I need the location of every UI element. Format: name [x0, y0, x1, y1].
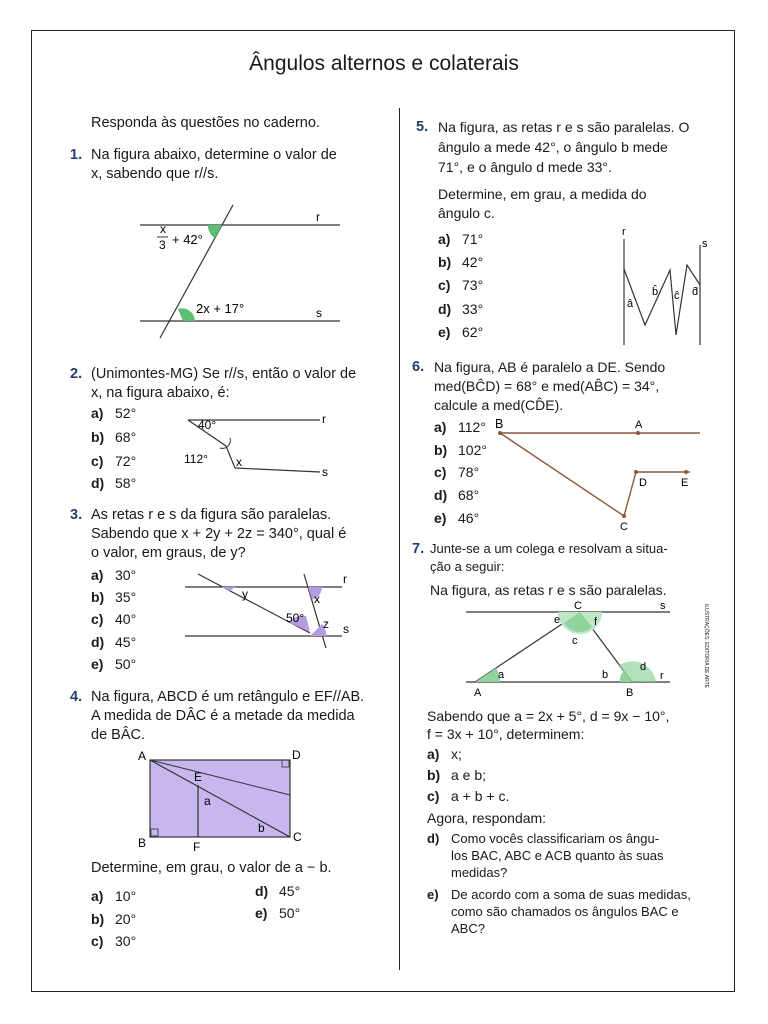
angle-y-label: y	[242, 587, 248, 601]
question-text-line: x, na figura abaixo, é:	[91, 385, 230, 401]
image-credit: ILUSTRAÇÕES: EDITORIA DE ARTE	[703, 604, 709, 689]
question-text-line: Na figura, as retas r e s são paralelas. O	[438, 119, 690, 135]
angle-label: 112°	[184, 452, 208, 466]
point-B: B	[495, 417, 504, 431]
line-r-label: r	[622, 226, 626, 238]
angle-x-label: x	[314, 592, 320, 606]
line-s-label: s	[316, 306, 322, 320]
angle-b-label: b̂	[652, 286, 659, 298]
question-text-line: (Unimontes-MG) Se r//s, então o valor de	[91, 366, 357, 382]
fraction-denominator: 3	[159, 238, 166, 252]
q2-figure	[180, 410, 340, 485]
point-E: E	[194, 770, 203, 784]
question-text-line: Junte-se a um colega e resolvam a situa-	[430, 541, 668, 556]
option-b[interactable]: b) 20°	[91, 911, 137, 927]
line-r-label: r	[660, 670, 664, 682]
option-b[interactable]: b) 35°	[91, 589, 137, 605]
option-d[interactable]: d) 58°	[91, 475, 137, 491]
line-r-label: r	[343, 572, 347, 586]
item-c: c) a + b + c.	[427, 788, 510, 804]
option-d[interactable]: d) 33°	[438, 301, 484, 317]
point-C: C	[620, 521, 628, 533]
question-number: 5.	[416, 119, 429, 135]
angle-f-label: f	[594, 616, 598, 628]
angle-50-label: 50°	[286, 611, 305, 625]
fraction-numerator: x	[160, 222, 166, 236]
item-b: b) a e b;	[427, 767, 487, 783]
now-answer-text: Agora, respondam:	[427, 810, 547, 826]
item-d: d) Como vocês classificariam os ângu- los BAC, ABC e ACB quanto às suas medidas?	[427, 831, 664, 880]
line-s-label: s	[343, 622, 349, 636]
angle-b-label: b	[602, 669, 609, 681]
point-A: A	[474, 687, 482, 699]
column-divider	[399, 108, 400, 970]
option-c[interactable]: c) 30°	[91, 933, 137, 949]
page-title: Ângulos alternos e colaterais	[249, 52, 519, 75]
question-text-line: de BÂC.	[91, 727, 145, 743]
question-text-line: o valor, em graus, de y?	[91, 545, 246, 561]
question-number: 2.	[70, 366, 83, 382]
option-e[interactable]: e) 50°	[91, 656, 137, 672]
option-d[interactable]: d) 45°	[91, 634, 137, 650]
option-b[interactable]: b) 68°	[91, 429, 137, 445]
q5-figure	[612, 225, 712, 355]
question-number: 7.	[412, 541, 425, 557]
vertex-A: A	[138, 749, 147, 763]
question-text-line: Na figura, AB é paralelo a DE. Sendo	[434, 359, 666, 375]
question-text-line: ângulo a mede 42°, o ângulo b mede	[438, 139, 668, 155]
question-text-line: 71°, e o ângulo d mede 33°.	[438, 159, 612, 175]
angle-e-label: e	[554, 614, 561, 626]
top-angle-expression: + 42°	[172, 232, 203, 247]
q7-figure	[460, 598, 700, 700]
angle-a-label: a	[498, 669, 505, 681]
vertex-D: D	[292, 748, 301, 762]
option-c[interactable]: c) 73°	[438, 277, 484, 293]
vertex-C: C	[293, 830, 302, 844]
line-s-label: s	[660, 600, 666, 612]
option-d[interactable]: d) 68°	[434, 487, 480, 503]
angle-d-label: d	[640, 661, 647, 673]
angle-a-label: â	[627, 298, 634, 310]
line-s-label: s	[702, 238, 708, 250]
option-e[interactable]: e) 46°	[434, 510, 480, 526]
given-line: f = 3x + 10°, determinem:	[427, 726, 585, 742]
option-e[interactable]: e) 62°	[438, 324, 484, 340]
question-text-line: ção a seguir:	[430, 559, 505, 574]
angle-z-label: z	[323, 617, 329, 631]
point-D: D	[639, 477, 647, 489]
q3-figure	[180, 568, 370, 658]
option-c[interactable]: c) 72°	[91, 453, 137, 469]
question-text-line: A medida de DÂC é a metade da medida	[91, 708, 355, 724]
item-e: e) De acordo com a soma de suas medidas, como são chamados os ângulos BAC e ABC?	[427, 887, 691, 936]
angle-d-label: d̂	[692, 286, 699, 298]
vertex-B: B	[138, 836, 147, 850]
option-c[interactable]: c) 40°	[91, 611, 137, 627]
question-number: 3.	[70, 507, 83, 523]
question-text-line: As retas r e s da figura são paralelas.	[91, 507, 332, 523]
angle-a-label: a	[204, 794, 211, 808]
question-text-line: x, sabendo que r//s.	[91, 166, 219, 182]
option-a[interactable]: a) 30°	[91, 567, 137, 583]
option-b[interactable]: b) 102°	[434, 442, 487, 458]
given-line: Sabendo que a = 2x + 5°, d = 9x − 10°,	[427, 708, 670, 724]
q6-figure	[490, 416, 710, 534]
point-C: C	[574, 600, 582, 612]
q1-figure	[130, 200, 350, 340]
question-text-line: Na figura, ABCD é um retângulo e EF//AB.	[91, 689, 365, 705]
option-a[interactable]: a) 52°	[91, 405, 137, 421]
question-number: 6.	[412, 359, 425, 375]
option-a[interactable]: a) 10°	[91, 888, 137, 904]
line-s-label: s	[322, 465, 328, 479]
angle-label: 40°	[198, 418, 217, 432]
line-r-label: r	[316, 210, 320, 224]
option-e[interactable]: e) 50°	[255, 905, 301, 921]
point-E: E	[681, 477, 689, 489]
option-a[interactable]: a) 71°	[438, 231, 484, 247]
question-text-line: Sabendo que x + 2y + 2z = 340°, qual é	[91, 526, 347, 542]
question-number: 4.	[70, 689, 83, 705]
intro-text: Responda às questões no caderno.	[91, 115, 320, 131]
question-prompt-line: ângulo c.	[438, 205, 495, 221]
point-B: B	[626, 687, 634, 699]
option-a[interactable]: a) 112°	[434, 419, 486, 435]
angle-b-label: b	[258, 821, 265, 835]
point-F: F	[193, 840, 201, 854]
option-c[interactable]: c) 78°	[434, 464, 480, 480]
question-prompt: Determine, em grau, o valor de a − b.	[91, 860, 332, 876]
question-prompt-line: Determine, em grau, a medida do	[438, 186, 647, 202]
angle-x-label: x	[236, 455, 242, 469]
option-b[interactable]: b) 42°	[438, 254, 484, 270]
question-text-line: med(BĈD) = 68° e med(AB̂C) = 34°,	[434, 378, 660, 394]
angle-c-label: ĉ	[674, 290, 680, 302]
angle-c-label: c	[572, 635, 578, 647]
point-A: A	[635, 419, 643, 431]
q4-figure	[130, 745, 320, 855]
question-statement: Na figura, as retas r e s são paralelas.	[430, 582, 667, 598]
question-text-line: Na figura abaixo, determine o valor de	[91, 147, 337, 163]
question-number: 1.	[70, 147, 83, 163]
option-d[interactable]: d) 45°	[255, 883, 301, 899]
line-r-label: r	[322, 412, 326, 426]
item-a: a) x;	[427, 746, 462, 762]
question-text-line: calcule a med(CD̂E).	[434, 397, 564, 413]
bottom-angle-expression: 2x + 17°	[196, 301, 245, 316]
